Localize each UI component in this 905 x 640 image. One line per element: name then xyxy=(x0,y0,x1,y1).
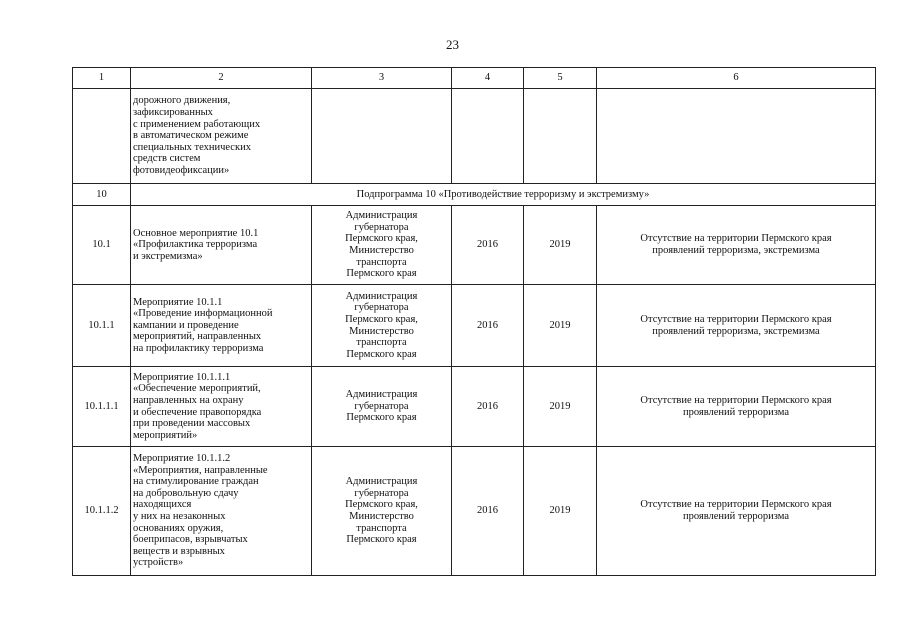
result-cell xyxy=(597,89,876,184)
number-cell: 10.1 xyxy=(73,206,131,285)
header-cell: 6 xyxy=(597,68,876,89)
result-cell: Отсутствие на территории Пермского края проявлений терроризма, экстремизма xyxy=(597,285,876,367)
executor-cell xyxy=(312,89,452,184)
end-year-cell: 2019 xyxy=(524,367,597,447)
executor-cell: Администрация губернатора Пермского края, Министерство транспорта Пермского края xyxy=(312,206,452,285)
number-cell: 10.1.1.1 xyxy=(73,367,131,447)
result-cell: Отсутствие на территории Пермского края проявлений терроризма xyxy=(597,447,876,576)
event-cell: Мероприятие 10.1.1 «Проведение информационной кампании и проведение мероприятий, направленных на профилактику терроризма xyxy=(131,285,312,367)
start-year-cell: 2016 xyxy=(452,447,524,576)
table-row xyxy=(73,89,876,184)
header-cell: 4 xyxy=(452,68,524,89)
executor-cell: Администрация губернатора Пермского края, Министерство транспорта Пермского края xyxy=(312,285,452,367)
executor-cell: Администрация губернатора Пермского края xyxy=(312,367,452,447)
header-cell: 2 xyxy=(131,68,312,89)
start-year-cell: 2016 xyxy=(452,367,524,447)
header-cell: 1 xyxy=(73,68,131,89)
table-row xyxy=(73,285,876,367)
start-year-cell: 2016 xyxy=(452,285,524,367)
table-row xyxy=(73,367,876,447)
end-year-cell: 2019 xyxy=(524,206,597,285)
number-cell xyxy=(73,89,131,184)
header-cell: 3 xyxy=(312,68,452,89)
program-table xyxy=(72,67,876,576)
table-row xyxy=(73,447,876,576)
subprogram-title: Подпрограмма 10 «Противодействие терроризму и экстремизму» xyxy=(131,184,876,206)
event-cell: Основное мероприятие 10.1 «Профилактика терроризма и экстремизма» xyxy=(131,206,312,285)
event-cell: Мероприятие 10.1.1.1 «Обеспечение мероприятий, направленных на охрану и обеспечение правопорядка при проведении массовых мероприятий» xyxy=(131,367,312,447)
start-year-cell xyxy=(452,89,524,184)
result-cell: Отсутствие на территории Пермского края проявлений терроризма, экстремизма xyxy=(597,206,876,285)
start-year-cell: 2016 xyxy=(452,206,524,285)
page-number: 23 xyxy=(446,37,459,52)
header-row xyxy=(73,68,876,89)
number-cell: 10.1.1.2 xyxy=(73,447,131,576)
event-cell: Мероприятие 10.1.1.2 «Мероприятия, направленные на стимулирование граждан на добровольную сдачу находящихся у них на незаконных основаниях оружия, боеприпасов, взрывчатых веществ и взрывных устройств» xyxy=(131,447,312,576)
subprogram-row xyxy=(73,184,876,206)
end-year-cell xyxy=(524,89,597,184)
header-cell: 5 xyxy=(524,68,597,89)
end-year-cell: 2019 xyxy=(524,285,597,367)
end-year-cell: 2019 xyxy=(524,447,597,576)
executor-cell: Администрация губернатора Пермского края, Министерство транспорта Пермского края xyxy=(312,447,452,576)
event-cell: дорожного движения, зафиксированных с применением работающих в автоматическом режиме специальных технических средств систем фотовидеофиксации» xyxy=(131,89,312,184)
result-cell: Отсутствие на территории Пермского края проявлений терроризма xyxy=(597,367,876,447)
number-cell: 10 xyxy=(73,184,131,206)
number-cell: 10.1.1 xyxy=(73,285,131,367)
table-row xyxy=(73,206,876,285)
